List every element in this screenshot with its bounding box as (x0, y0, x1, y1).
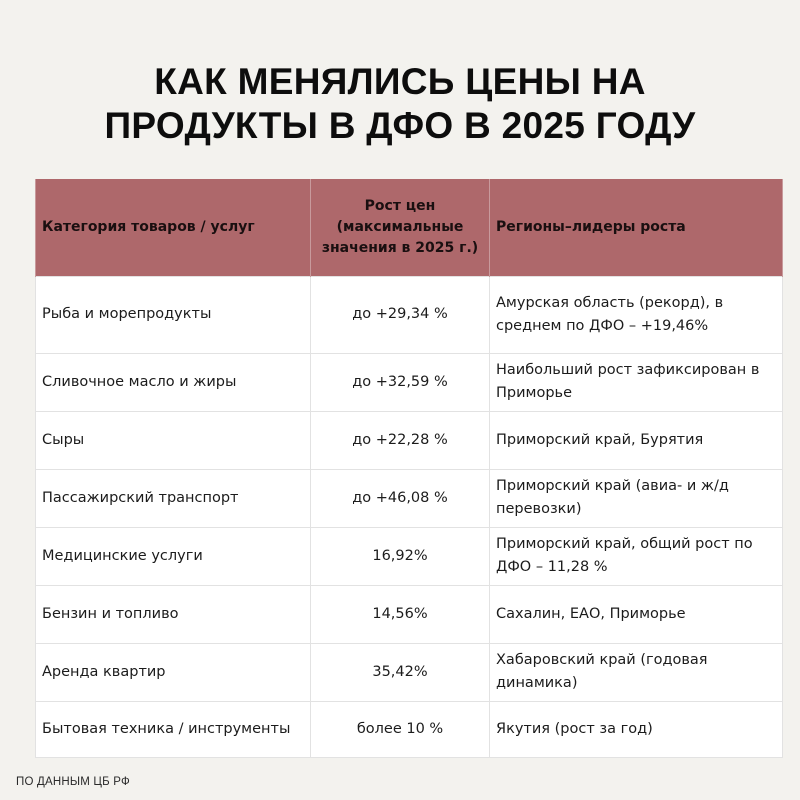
page-title-line-1: КАК МЕНЯЛИСЬ ЦЕНЫ НА (154, 61, 646, 102)
table-row (36, 585, 783, 643)
cell-growth: до +32,59 % (311, 353, 490, 411)
cell-category: Бытовая техника / инструменты (36, 701, 311, 757)
table-header-row (36, 179, 783, 276)
table-row (36, 411, 783, 469)
table-body (36, 276, 783, 757)
table-row (36, 701, 783, 757)
table-row (36, 527, 783, 585)
table-header (36, 179, 783, 276)
cell-category: Медицинские услуги (36, 527, 311, 585)
source-note: ПО ДАННЫМ ЦБ РФ (16, 776, 130, 788)
table-row (36, 353, 783, 411)
cell-regions: Сахалин, ЕАО, Приморье (490, 585, 783, 643)
header-growth-line-3: значения в 2025 г.) (321, 239, 479, 256)
cell-regions: Приморский край, Бурятия (490, 411, 783, 469)
cell-regions: Приморский край, общий рост по ДФО – 11,28 % (490, 527, 783, 585)
cell-growth: более 10 % (311, 701, 490, 757)
cell-category: Пассажирский транспорт (36, 469, 311, 527)
header-growth-line-1: Рост цен (364, 197, 436, 214)
cell-growth: до +46,08 % (311, 469, 490, 527)
header-growth (311, 179, 490, 276)
cell-regions: Хабаровский край (годовая динамика) (490, 643, 783, 701)
cell-growth: до +22,28 % (311, 411, 490, 469)
page-title-line-2: ПРОДУКТЫ В ДФО В 2025 ГОДУ (104, 105, 696, 146)
page-title (0, 60, 800, 148)
cell-regions: Амурская область (рекорд), в среднем по ДФО – +19,46% (490, 276, 783, 353)
table-row (36, 643, 783, 701)
header-regions: Регионы–лидеры роста (490, 179, 783, 276)
cell-growth: 16,92% (311, 527, 490, 585)
cell-regions: Наибольший рост зафиксирован в Приморье (490, 353, 783, 411)
cell-regions: Приморский край (авиа- и ж/д перевозки) (490, 469, 783, 527)
cell-category: Аренда квартир (36, 643, 311, 701)
cell-regions: Якутия (рост за год) (490, 701, 783, 757)
cell-growth: 14,56% (311, 585, 490, 643)
table-row (36, 469, 783, 527)
header-category: Категория товаров / услуг (36, 179, 311, 276)
cell-category: Рыба и морепродукты (36, 276, 311, 353)
header-growth-line-2: (максимальные (336, 218, 464, 235)
cell-category: Бензин и топливо (36, 585, 311, 643)
cell-growth: 35,42% (311, 643, 490, 701)
cell-growth: до +29,34 % (311, 276, 490, 353)
cell-category: Сливочное масло и жиры (36, 353, 311, 411)
table-row (36, 276, 783, 353)
cell-category: Сыры (36, 411, 311, 469)
price-growth-table (35, 179, 783, 758)
